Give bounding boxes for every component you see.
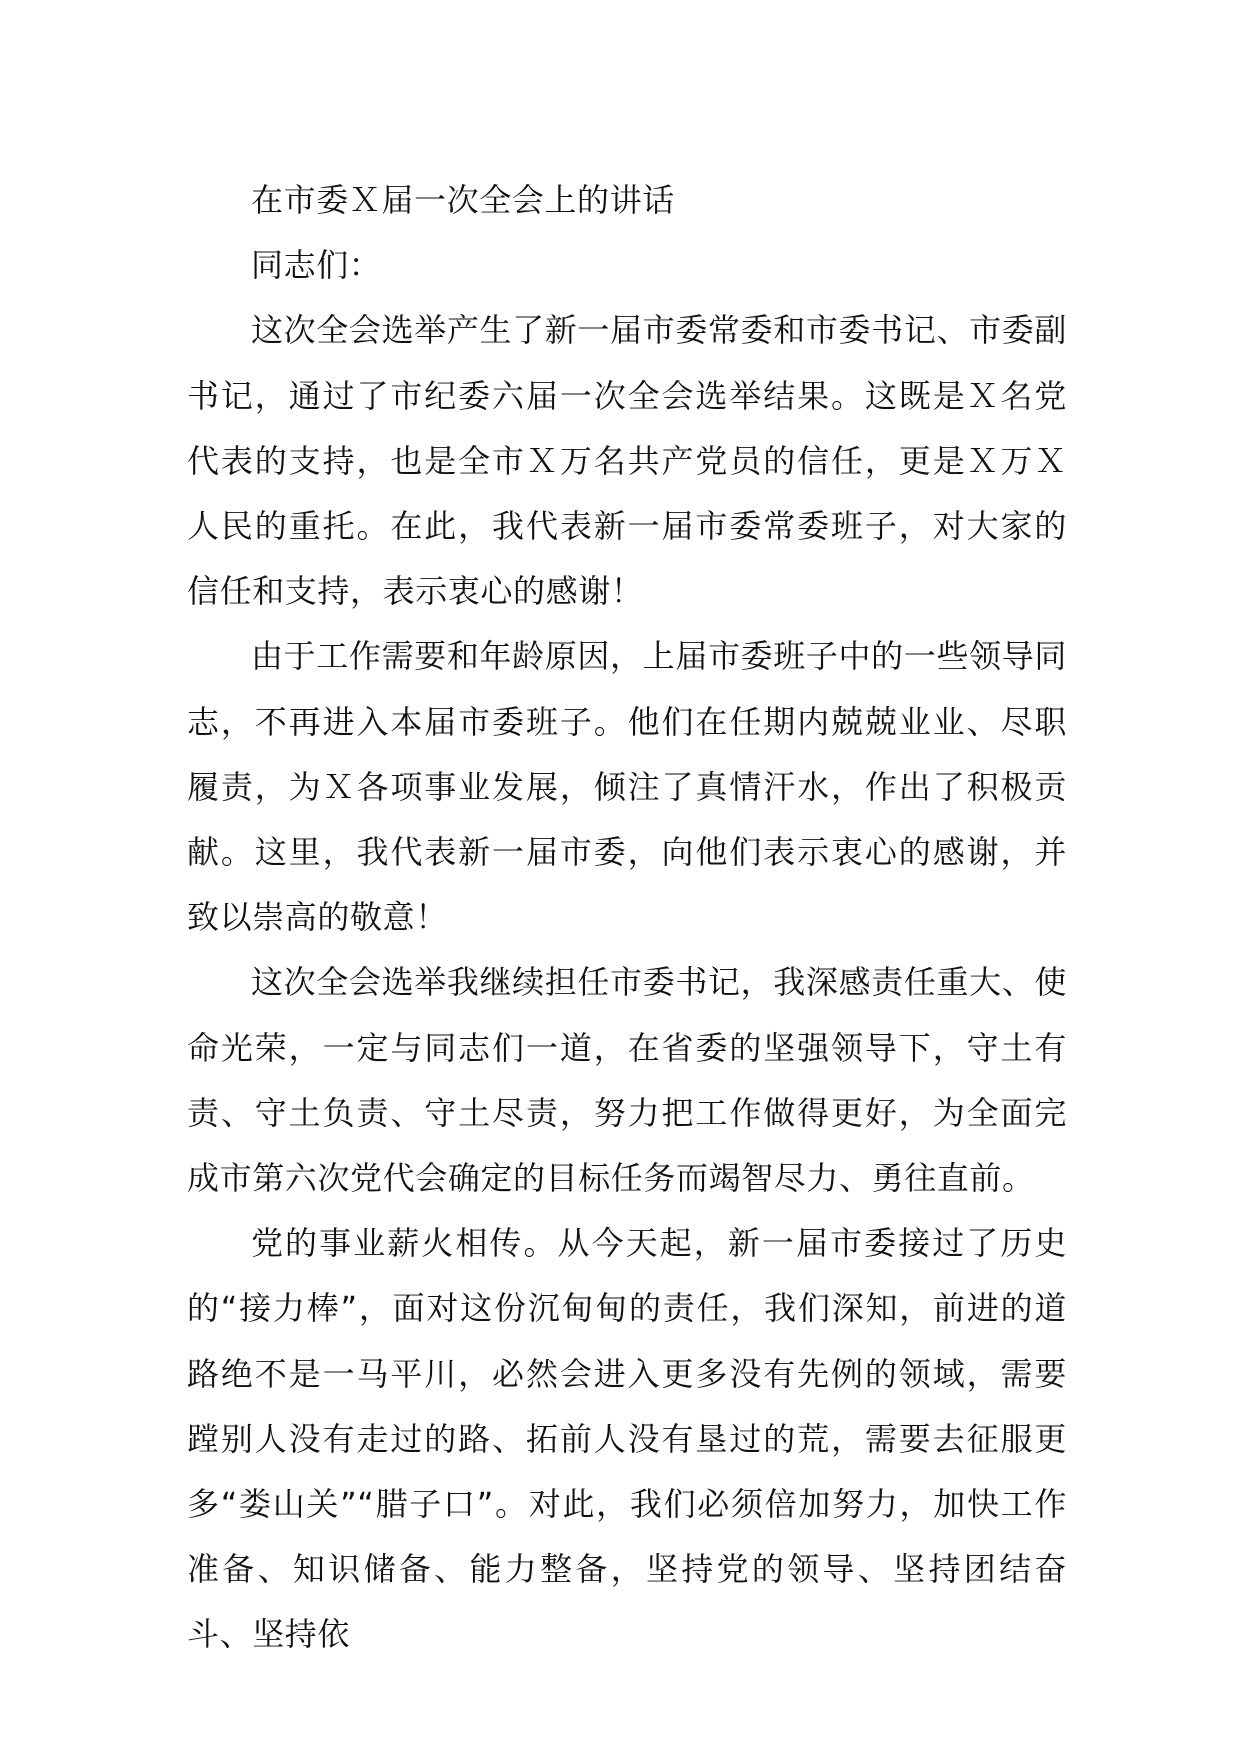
paragraph: 这次全会选举产生了新一届市委常委和市委书记、市委副书记，通过了市纪委六届一次全会选举结果。这既是Ｘ名党代表的支持，也是全市Ｘ万名共产党员的信任，更是Ｘ万Ｘ人民的重托。在此，我代表新一届市委常委班子，对大家的信任和支持，表示衷心的感谢！: [187, 311, 1067, 611]
speech-body: [187, 168, 1067, 1668]
paragraph: 由于工作需要和年龄原因，上届市委班子中的一些领导同志，不再进入本届市委班子。他们在任期内兢兢业业、尽职履责，为Ｘ各项事业发展，倾注了真情汗水，作出了积极贡献。这里，我代表新一届市委，向他们表示衷心的感谢，并致以崇高的敬意！: [187, 637, 1067, 937]
paragraph: 党的事业薪火相传。从今天起，新一届市委接过了历史的“接力棒”，面对这份沉甸甸的责任，我们深知，前进的道路绝不是一马平川，必然会进入更多没有先例的领域，需要蹚别人没有走过的路、拓前人没有垦过的荒，需要去征服更多“娄山关”“腊子口”。对此，我们必须倍加努力，加快工作准备、知识储备、能力整备，坚持党的领导、坚持团结奋斗、坚持依: [187, 1224, 1067, 1654]
paragraph: 这次全会选举我继续担任市委书记，我深感责任重大、使命光荣，一定与同志们一道，在省委的坚强领导下，守土有责、守土负责、守土尽责，努力把工作做得更好，为全面完成市第六次党代会确定的目标任务而竭智尽力、勇往直前。: [187, 963, 1067, 1198]
speech-title: 在市委Ｘ届一次全会上的讲话: [251, 181, 675, 219]
salutation: 同志们：: [251, 246, 382, 285]
